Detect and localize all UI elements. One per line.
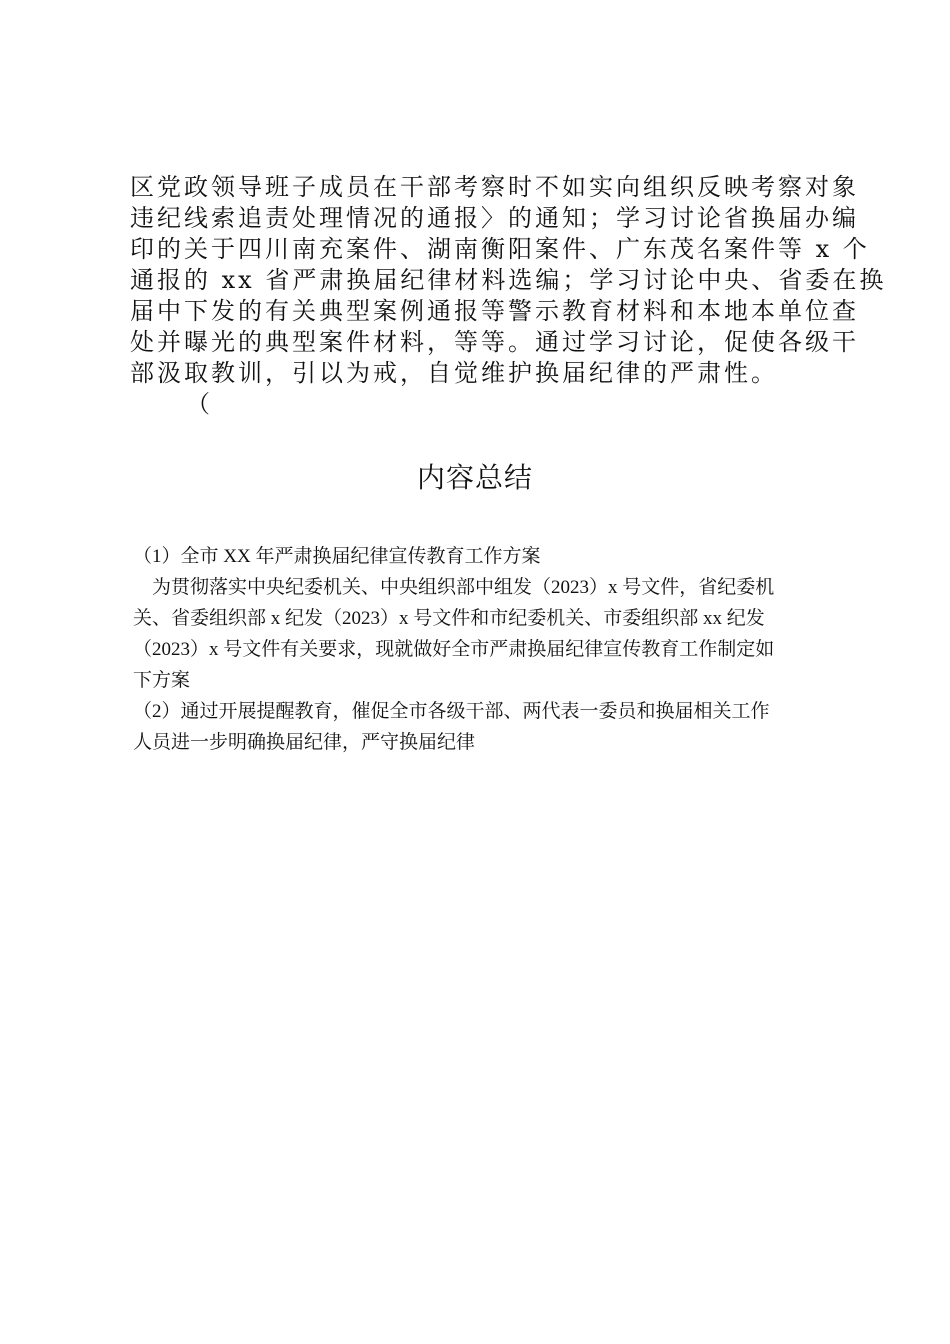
body-line: 违纪线索追责处理情况的通报〉的通知；学习讨论省换届办编: [130, 204, 859, 232]
body-line: 届中下发的有关典型案例通报等警示教育材料和本地本单位查: [130, 297, 859, 325]
summary-section: [133, 541, 833, 758]
body-line: 印的关于四川南充案件、湖南衡阳案件、广东茂名案件等 x 个: [130, 235, 870, 263]
summary-line: （2）通过开展提醒教育，催促全市各级干部、两代表一委员和换届相关工作: [133, 701, 770, 722]
body-line: 通报的 xx 省严肃换届纪律材料选编；学习讨论中央、省委在换: [130, 266, 887, 294]
open-parenthesis: （: [186, 390, 210, 418]
body-line: 部汲取教训，引以为戒，自觉维护换届纪律的严肃性。: [130, 359, 778, 387]
summary-line: （1）全市 XX 年严肃换届纪律宣传教育工作方案: [133, 546, 541, 567]
summary-line: 下方案: [133, 670, 191, 691]
body-paragraph: [130, 172, 887, 389]
body-line: 处并曝光的典型案件材料，等等。通过学习讨论，促使各级干: [130, 328, 859, 356]
summary-line: 为贯彻落实中央纪委机关、中央组织部中组发（2023）x 号文件，省纪委机: [133, 577, 775, 598]
summary-line: 人员进一步明确换届纪律，严守换届纪律: [133, 732, 476, 753]
summary-title: 内容总结: [416, 463, 533, 494]
body-line: 区党政领导班子成员在干部考察时不如实向组织反映考察对象: [130, 173, 859, 201]
summary-line: （2023）x 号文件有关要求，现就做好全市严肃换届纪律宣传教育工作制定如: [133, 639, 775, 660]
summary-line: 关、省委组织部 x 纪发（2023）x 号文件和市纪委机关、市委组织部 xx 纪发: [133, 608, 765, 629]
